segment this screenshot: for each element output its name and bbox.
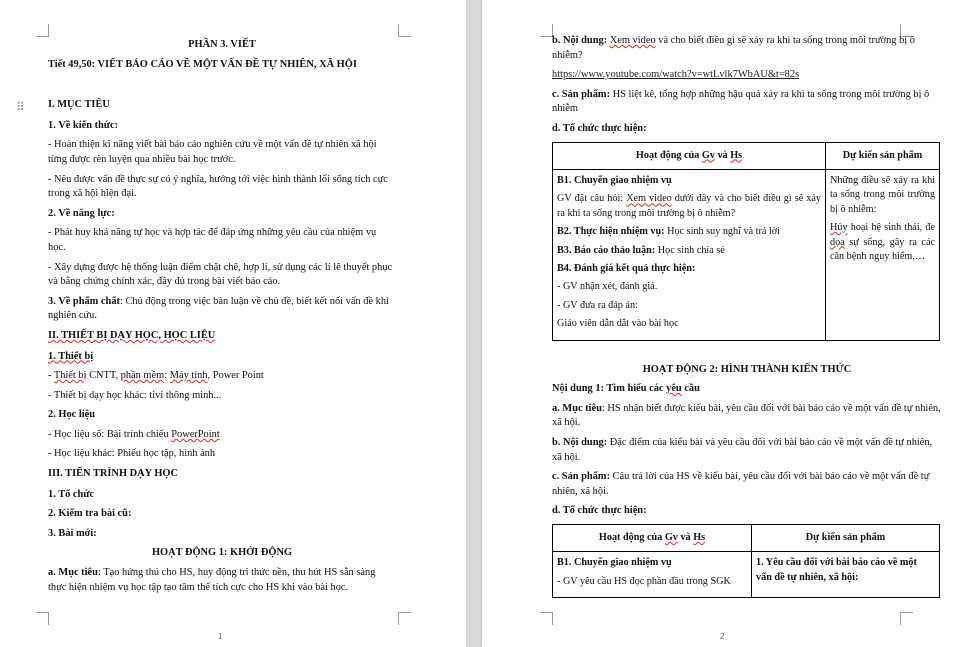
header-word-hs: Hs (730, 149, 743, 161)
section-heading-objectives: I. MỤC TIÊU (48, 99, 110, 111)
content-1-heading (552, 382, 942, 397)
table-2-step-b1-text: - GV yêu cầu HS đọc phần đầu trong SGK (557, 575, 731, 587)
step-b3 (557, 244, 821, 258)
word-xem-video-2: Xem video (626, 193, 672, 205)
content-label: b. Nội dung: (552, 35, 608, 46)
organize-heading-2: d. Tổ chức thực hiện: (552, 505, 647, 517)
word-cau: cầu (681, 383, 700, 395)
product-text: HS liệt kê, tổng hợp những hậu quả xảy ra khi ta sống trong môi trường bị ô nhiễm (552, 88, 930, 115)
organize-heading: d. Tổ chức thực hiện: (552, 122, 647, 134)
page-number-2: 2 (720, 632, 725, 641)
subheading-qualities: 3. Về phẩm chất (48, 295, 120, 307)
table-header-expected-product: Dự kiến sản phẩm (826, 142, 940, 169)
paragraph-knowledge-2: - Nêu được vấn đề thực sự có ý nghĩa, hướng tới việc hình thành lối sống tích cực trong xã hội hiện đại. (48, 173, 388, 200)
paragraph-devices-2: - Thiết bị dạy học khác: tivi thông minh... (48, 389, 222, 401)
paragraph-product (552, 88, 942, 117)
table-cell-expected-product[interactable] (826, 169, 940, 340)
text-colon: : (164, 370, 170, 382)
paragraph-devices-1: - Thiết bị CNTT, phần mềm: Máy tính, Power Point (48, 370, 264, 382)
step-b1: B1. Chuyển giao nhiệm vụ (557, 174, 672, 186)
activity-1-table (552, 142, 940, 341)
paragraph-content-2 (552, 436, 942, 465)
youtube-link[interactable]: https://www.youtube.com/watch?v=wtLvlk7WbAU&t=82s (552, 69, 800, 81)
section-heading-equipment (48, 329, 396, 344)
paragraph-qualities (48, 295, 396, 324)
page-1-content (48, 38, 396, 600)
table-2-cell-expected-product[interactable]: 1. Yêu cầu đối với bài báo cáo về một vấn đề tự nhiên, xã hội: (752, 552, 940, 598)
header-2-text-a: Hoạt động của (598, 531, 665, 543)
section-heading-process: III. TIẾN TRÌNH DẠY HỌC (48, 468, 179, 480)
word-thiet-bi: Thiết bị (53, 370, 87, 382)
header-word-gv: Gv (701, 149, 715, 161)
objective-2-text: : HS nhận biết được kiểu bài, yêu cầu đối với bài báo cáo về một vấn đề tự nhiên, xã hội. (552, 402, 941, 429)
word-powerpoint: PowerPoint (171, 428, 220, 440)
word-huy: Hủy (830, 222, 848, 234)
paragraph-link (552, 68, 942, 83)
table-2-cell-activities[interactable] (553, 552, 752, 598)
subheading-materials: 2. Học liệu (48, 409, 96, 421)
step-b2 (557, 225, 821, 239)
subheading-devices-text: 1. Thiết bị (48, 350, 94, 362)
question-text: dưới đây và cho biết điều gì sẽ xảy ra khi ta sống trong môi trường bị ô nhiễm? (557, 193, 821, 219)
header-text-va: và (714, 149, 731, 161)
step-b4-item-3: Giáo viên dẫn dắt vào bài học (557, 318, 679, 330)
text-powerpoint: , Power Point (207, 370, 264, 382)
activity-1-heading: HOẠT ĐỘNG 1: KHỞI ĐỘNG (151, 547, 293, 559)
page-number-1: 1 (218, 632, 223, 641)
paragraph-materials-2: - Học liệu khác: Phiếu học tập, hình ảnh (48, 448, 216, 460)
document-page-1[interactable] (0, 0, 466, 647)
lesson-title: Tiết 49,50: VIẾT BÁO CÁO VỀ MỘT VẤN ĐỀ TỰ NHIÊN, XÃ HỘI (48, 58, 357, 70)
objective-label: a. Mục tiêu (48, 567, 98, 579)
materials-1-text: - Học liệu số: Bài trình chiếu (48, 428, 172, 440)
table-2-header-expected-product: Dự kiến sản phẩm (752, 524, 940, 551)
crop-mark-bottom-left (540, 612, 553, 625)
header-2-word-hs: Hs (693, 531, 706, 543)
product-label: c. Sản phẩm: (552, 88, 611, 100)
page-gutter (466, 0, 482, 647)
paragraph-content (552, 34, 942, 63)
product-intro: Những điều sẽ xảy ra khi ta sống trong môi trường bị ô nhiễm: (830, 174, 935, 215)
text-cntt: CNTT, (86, 370, 121, 382)
content-2-label: b. Nội dung: (552, 437, 608, 448)
product-2-text: Câu trả lời của HS về kiểu bài, yêu cầu đối với bài báo cáo về một vấn đề tự nhiên, xã hội. (552, 471, 930, 497)
activity-2-table (552, 524, 940, 598)
activity-2-heading: HOẠT ĐỘNG 2: HÌNH THÀNH KIẾN THỨC (642, 363, 852, 375)
word-xem-video: Xem video (609, 35, 656, 46)
paragraph-skills-2: - Xây dựng được hệ thống luận điểm chặt chẽ, hợp lí, sử dụng các lí lẽ thuyết phục và bằng chứng chính xác, đầy đủ trong bài viết báo cáo. (48, 261, 393, 288)
paragraph-materials-1 (48, 428, 396, 443)
paragraph-knowledge-1: - Hoàn thiện kĩ năng viết bài báo cáo nghiên cứu về một vấn đề tự nhiên xã hội từng được rèn luyện qua nhiều bài học trước. (48, 139, 377, 165)
paragraph-skills-1: - Phát huy khả năng tự học và hợp tác để đáp ứng những yêu cầu của nhiệm vụ học. (48, 227, 377, 253)
content-2-text: Đặc điểm của kiểu bài và yêu cầu đối với bài báo cáo về một vấn đề tự nhiên, xã hội. (552, 437, 933, 463)
block-drag-handle-icon[interactable]: ⠿ (16, 100, 25, 114)
content-1-text: Nội dung 1: Tìm hiểu các (552, 383, 667, 395)
step-b4: B4. Đánh giá kết quả thực hiện: (557, 263, 696, 274)
step-b4-item-1: - GV nhận xét, đánh giá. (557, 281, 658, 293)
table-2-step-b1: B1. Chuyển giao nhiệm vụ (557, 557, 672, 569)
product-2-label: c. Sản phẩm: (552, 471, 611, 483)
step-review: 2. Kiểm tra bài cũ: (48, 508, 132, 520)
subheading-skills: 2. Về năng lực: (48, 207, 115, 219)
table-cell-activities[interactable] (553, 169, 826, 340)
question-prefix: GV đặt câu hỏi: (557, 193, 627, 205)
step-b3-label: B3. Báo cáo thảo luận: (557, 244, 656, 256)
header-2-text-va: và (677, 531, 694, 543)
subheading-devices (48, 350, 396, 365)
crop-mark-bottom-right (900, 612, 913, 625)
step-b2-text: Học sinh suy nghĩ và trả lời (664, 226, 781, 238)
word-yeu: yêu (666, 383, 682, 395)
qualities-text: : Chủ động trong việc bàn luận về chủ đề, biết kết nối vấn đề khi nghiên cứu. (48, 295, 389, 322)
word-may-tinh: Máy tính (169, 370, 208, 382)
crop-mark-top-right (398, 24, 411, 37)
product-text-b: sự sống, gây ra các căn bệnh nguy hiểm,… (830, 236, 935, 262)
paragraph-product-2 (552, 470, 942, 499)
step-b2-label: B2. Thực hiện nhiệm vụ: (557, 226, 665, 238)
step-b3-text: Học sinh chia sẻ (655, 244, 725, 256)
word-doa: dọa (830, 236, 845, 248)
content-text: và cho biết điều gì sẽ xảy ra khi ta sống trong môi trường bị ô nhiễm? (552, 35, 915, 61)
table-header-activities (553, 142, 826, 169)
header-2-word-gv: Gv (664, 531, 678, 543)
crop-mark-bottom-right (398, 612, 411, 625)
step-new-lesson: 3. Bài mới: (48, 527, 97, 539)
section-heading-equipment-text: II. THIẾT BỊ DẠY HỌC, HỌC LIỆU (48, 329, 216, 341)
product-detail (830, 221, 935, 264)
word-phan-mem: phần mềm (120, 370, 165, 382)
paragraph-objective-2 (552, 402, 942, 431)
crop-mark-top-left (36, 24, 49, 37)
subheading-knowledge: 1. Về kiến thức: (48, 119, 119, 131)
step-b1-question (557, 192, 821, 221)
document-page-2[interactable] (482, 0, 960, 647)
step-b4-item-2: - GV đưa ra đáp án: (557, 299, 638, 311)
objective-text: : Tạo hứng thú cho HS, huy động tri thức nền, thu hút HS sẵn sàng thực hiện nhiệm vụ học tập tạo tâm thế tích cực cho HS khi vào bài học. (48, 567, 376, 593)
page-2-content (552, 34, 942, 602)
crop-mark-bottom-left (36, 612, 49, 625)
table-2-header-activities (553, 524, 752, 551)
paragraph-activity-1-objective (48, 566, 396, 595)
step-organize: 1. Tổ chức (48, 488, 95, 500)
product-text-a: hoại hệ sinh thái, đe (847, 222, 935, 234)
objective-2-label: a. Mục tiêu (552, 402, 602, 414)
part-title: PHẦN 3. VIẾT (188, 39, 256, 50)
header-text-a: Hoạt động của (635, 149, 702, 161)
